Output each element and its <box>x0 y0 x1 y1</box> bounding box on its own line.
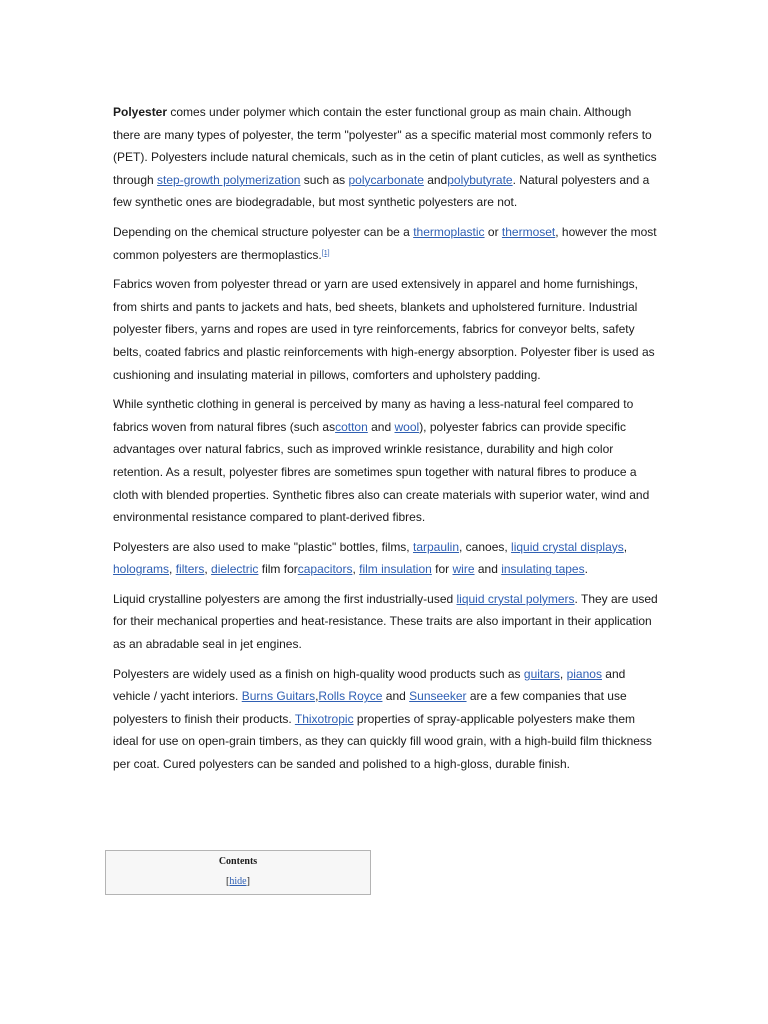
paragraph-fabrics <box>113 273 658 386</box>
paragraph-uses <box>113 536 658 581</box>
text: Polyesters are widely used as a finish on high-quality wood products such as <box>113 666 524 681</box>
text: comes under polymer which contain the ester functional group as main chain. Although there are many types of polyester, the term "polyester" as a specific material most commonly refers to (PET). Polyesters include natural chemicals, such as in the cetin of plant cuticles, as well as synthetics through <box>113 105 657 187</box>
link-sunseeker[interactable]: Sunseeker <box>409 689 467 704</box>
link-filters[interactable]: filters <box>175 562 205 577</box>
text: Polyesters are also used to make "plastic" bottles, films, <box>113 539 413 554</box>
link-dielectric[interactable]: dielectric <box>211 562 259 577</box>
text: or <box>484 224 502 239</box>
text: and <box>382 689 410 704</box>
link-thermoplastic[interactable]: thermoplastic <box>413 224 485 239</box>
text: , <box>315 689 319 704</box>
text: . Natural polyesters and a few synthetic ones are biodegradable, but most synthetic polyesters are not. <box>113 172 650 210</box>
link-polycarbonate[interactable]: polycarbonate <box>348 172 424 187</box>
toc-toggle <box>106 875 370 888</box>
text: such as <box>300 172 349 187</box>
paragraph-intro <box>113 101 658 214</box>
toc-hide-link[interactable]: hide <box>229 876 247 887</box>
paragraph-wood-finish <box>113 663 658 776</box>
link-burns-guitars[interactable]: Burns Guitars <box>241 689 316 704</box>
toc-title: Contents <box>218 856 258 867</box>
text: for <box>431 562 453 577</box>
text: , however the most common polyesters are thermoplastics. <box>113 224 657 262</box>
text: Liquid crystalline polyesters are among the first industrially-used <box>113 591 457 606</box>
link-film-insulation[interactable]: film insulation <box>359 562 432 577</box>
link-polybutyrate[interactable]: polybutyrate <box>447 172 513 187</box>
link-rolls-royce[interactable]: Rolls Royce <box>318 689 383 704</box>
text: , <box>352 562 360 577</box>
text: , <box>204 562 212 577</box>
link-wool[interactable]: wool <box>394 419 420 434</box>
text: film for <box>258 562 298 577</box>
table-of-contents <box>105 850 371 895</box>
link-pianos[interactable]: pianos <box>566 666 602 681</box>
bracket-open: [ <box>226 876 230 887</box>
article-body <box>113 101 658 783</box>
link-liquid-crystal-polymers[interactable]: liquid crystal polymers <box>456 591 575 606</box>
paragraph-structure <box>113 221 658 266</box>
text: and <box>367 419 395 434</box>
link-thermoset[interactable]: thermoset <box>501 224 556 239</box>
text: Fabrics woven from polyester thread or yarn are used extensively in apparel and home furnishings, from shirts and pants to jackets and hats, bed sheets, blankets and upholstered furniture. Industrial polyester fibers, yarns and ropes are used in tyre reinforcements, fabrics for conveyor belts, safety belts, coated fabrics and plastic reinforcements with high-energy absorption. Polyester fiber is used as cushioning and insulating material in pillows, comforters and upholstery padding. <box>113 277 655 382</box>
text: , canoes, <box>459 539 512 554</box>
link-wire[interactable]: wire <box>452 562 475 577</box>
text: properties of spray-applicable polyesters make them ideal for use on open-grain timbers, as they can quickly fill wood grain, with a high-build film thickness per coat. Cured polyesters can be sanded and polished to a high-gloss, durable finish. <box>113 711 652 772</box>
reference-link[interactable]: [1] <box>321 249 330 257</box>
text: . <box>584 562 588 577</box>
paragraph-liquid-crystalline <box>113 588 658 656</box>
text: Depending on the chemical structure polyester can be a <box>113 224 414 239</box>
text: , <box>559 666 567 681</box>
link-tarpaulin[interactable]: tarpaulin <box>412 539 460 554</box>
text: are a few companies that use polyesters to finish their products. <box>113 689 627 726</box>
link-capacitors[interactable]: capacitors <box>297 562 353 577</box>
link-cotton[interactable]: cotton <box>335 419 368 434</box>
link-step-growth-polymerization[interactable]: step-growth polymerization <box>157 172 301 187</box>
link-insulating-tapes[interactable]: insulating tapes <box>501 562 585 577</box>
term-polyester: Polyester <box>113 105 168 119</box>
text: ), polyester fabrics can provide specific advantages over natural fabrics, such as improved wrinkle resistance, durability and high color retention. As a result, polyester fibres are sometimes spun together with natural fibres to produce a cloth with blended properties. Synthetic fibres also can create materials with superior water, wind and environmental resistance compared to plant-derived fibres. <box>113 419 650 525</box>
text: , <box>169 562 176 577</box>
text: While synthetic clothing in general is perceived by many as having a less-natural feel compared to fabrics woven from natural fibres (such as <box>113 397 634 434</box>
link-holograms[interactable]: holograms <box>113 562 170 577</box>
link-liquid-crystal-displays[interactable]: liquid crystal displays <box>511 539 624 554</box>
text: . They are used for their mechanical properties and heat-resistance. These traits are also important in their application as an abradable seal in jet engines. <box>113 591 658 652</box>
bracket-close: ] <box>246 876 250 887</box>
text: and <box>423 172 448 187</box>
paragraph-synthetic-clothing <box>113 393 658 529</box>
link-thixotropic[interactable]: Thixotropic <box>294 711 354 726</box>
text: and <box>474 562 502 577</box>
link-guitars[interactable]: guitars <box>523 666 560 681</box>
text: , <box>623 539 628 554</box>
text: and vehicle / yacht interiors. <box>113 666 626 704</box>
